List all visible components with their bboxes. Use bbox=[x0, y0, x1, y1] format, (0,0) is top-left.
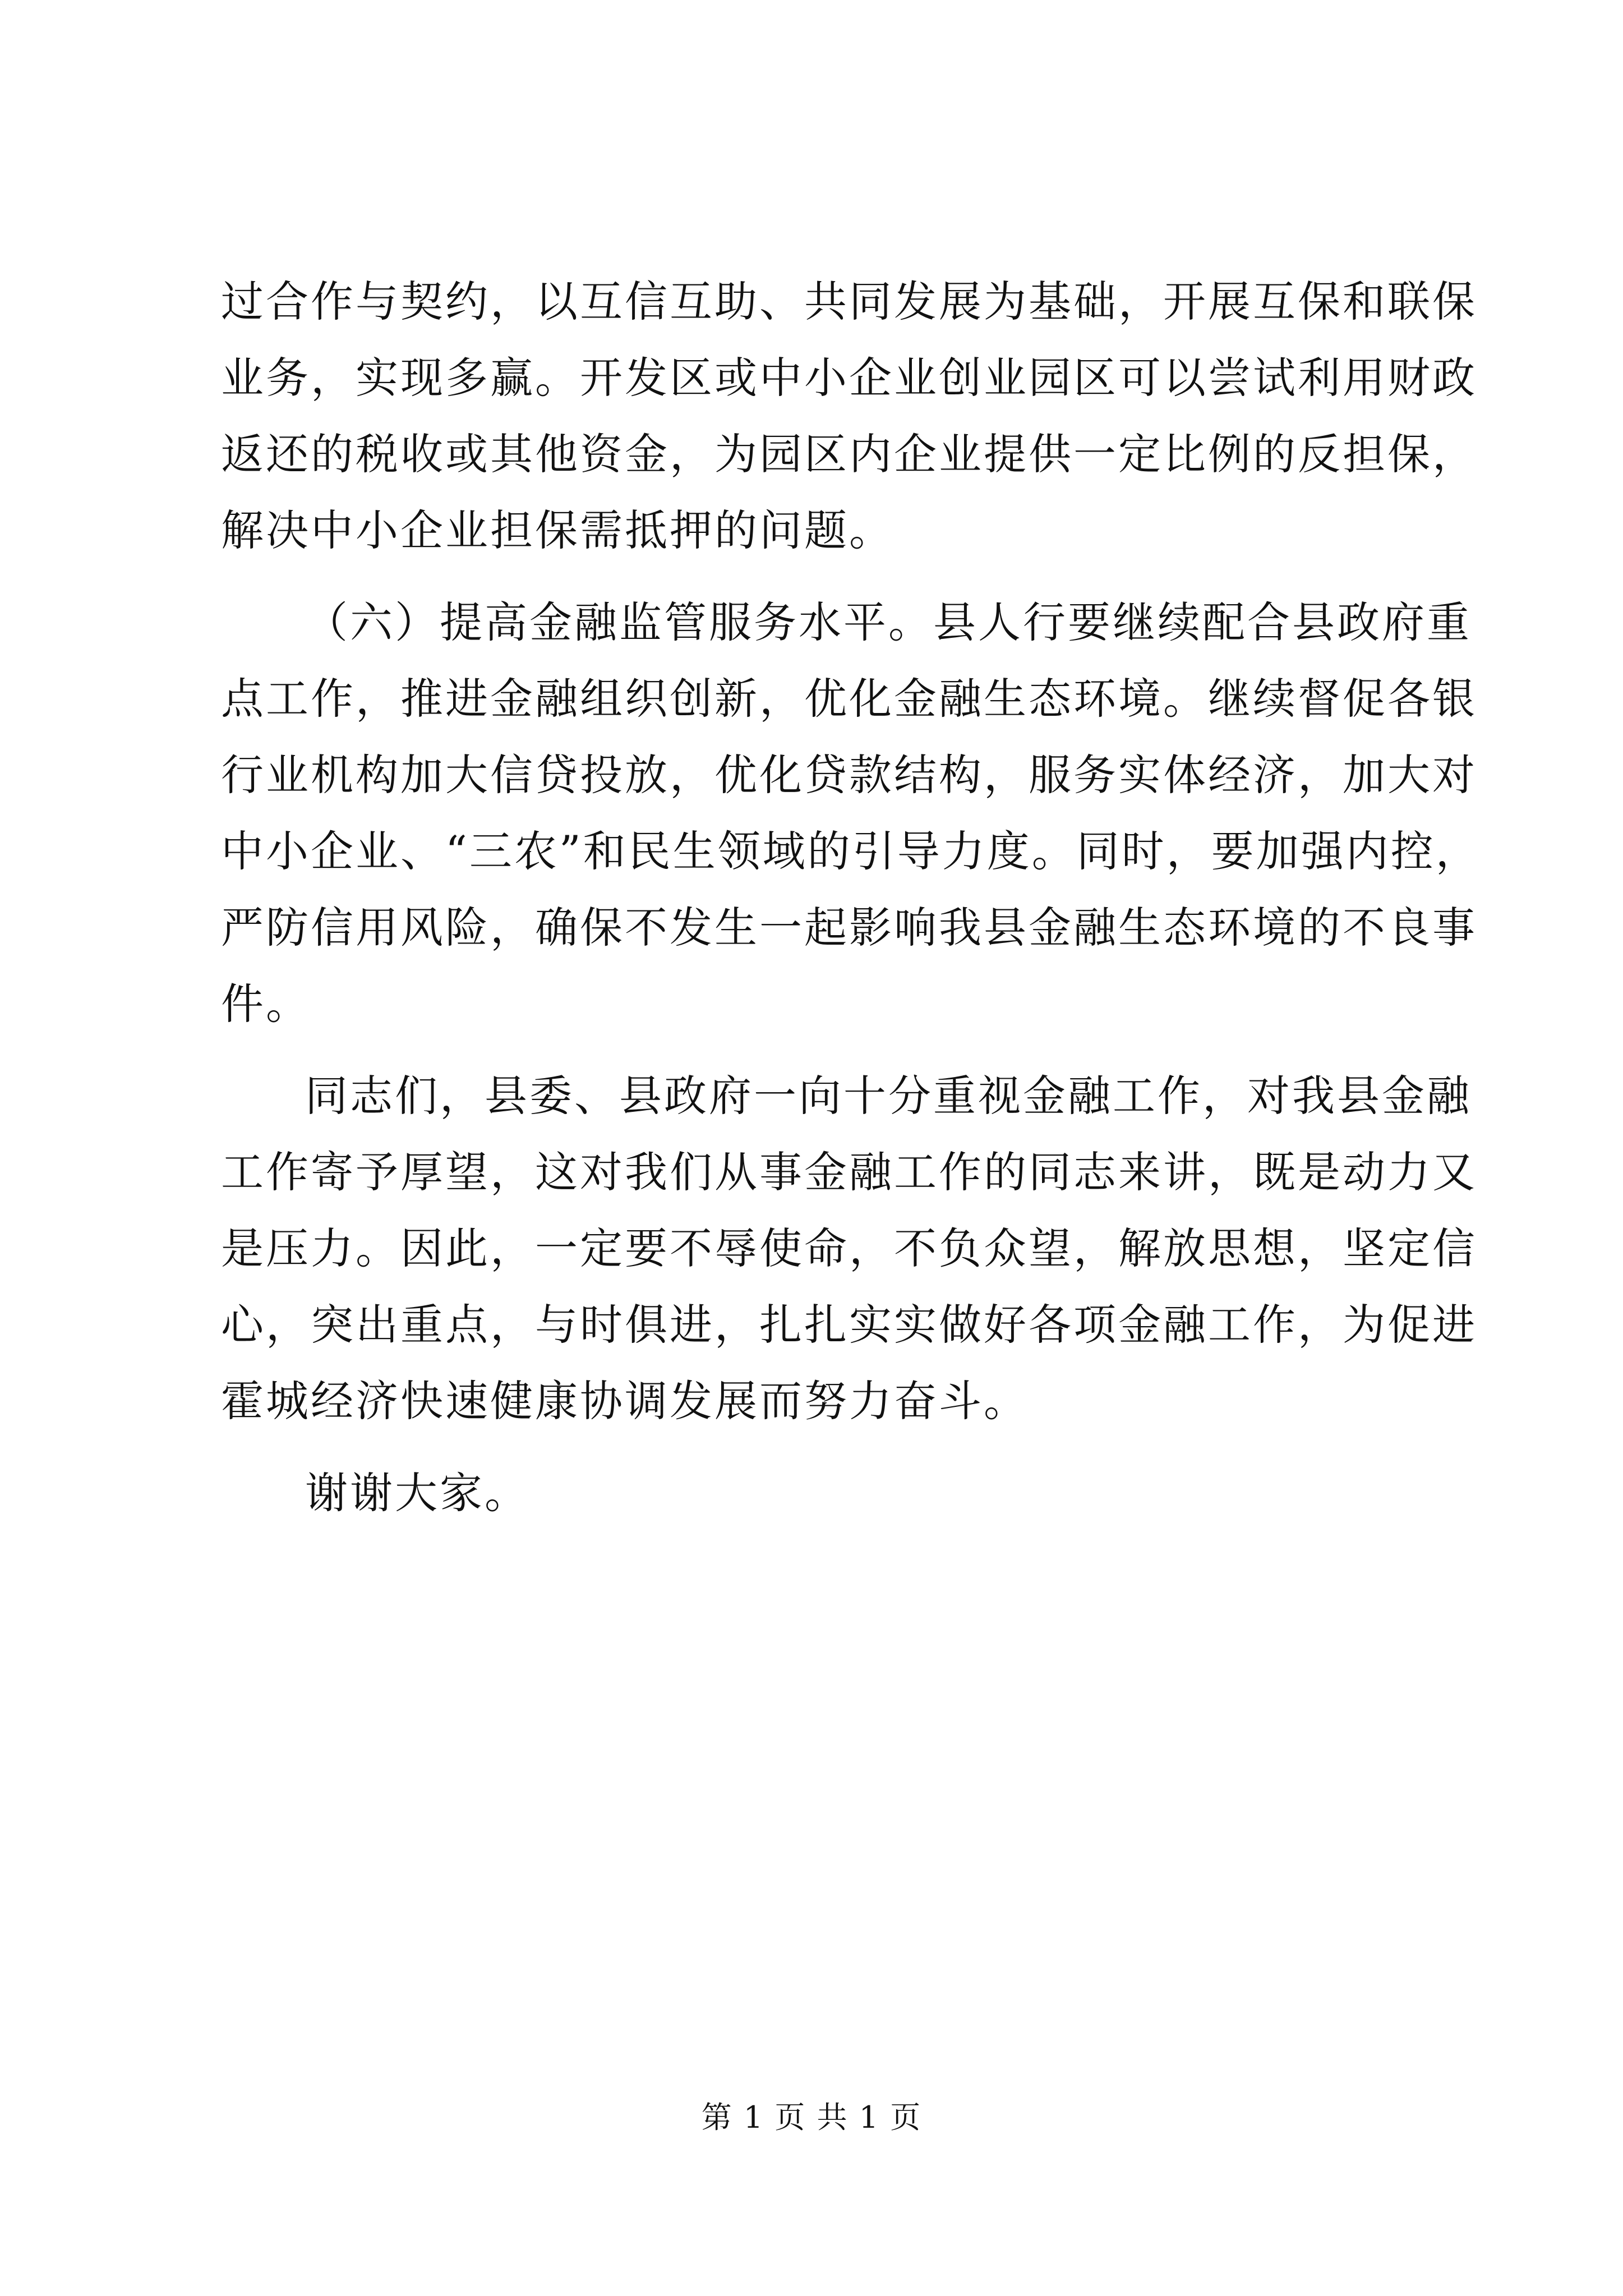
text-line: 严防信用风险，确保不发生一起影响我县金融生态环境的不良事 bbox=[221, 903, 1477, 953]
paragraph-3 bbox=[221, 1058, 1477, 1439]
text-line: 中小企业、“三农”和民生领域的引导力度。同时，要加强内控， bbox=[221, 826, 1481, 876]
text-line: 同志们，县委、县政府一向十分重视金融工作，对我县金融 bbox=[305, 1071, 1472, 1121]
paragraph-4 bbox=[221, 1455, 1427, 1531]
text-line: 业务，实现多赢。开发区或中小企业创业园区可以尝试利用财政 bbox=[221, 353, 1477, 403]
text-line: 点工作，推进金融组织创新，优化金融生态环境。继续督促各银 bbox=[221, 674, 1477, 724]
text-line: 是压力。因此，一定要不辱使命，不负众望，解放思想，坚定信 bbox=[221, 1223, 1477, 1273]
text-line: 霍城经济快速健康协调发展而努力奋斗。 bbox=[221, 1376, 1029, 1426]
text-line: 过合作与契约，以互信互助、共同发展为基础，开展互保和联保 bbox=[221, 277, 1477, 326]
text-line: 心，突出重点，与时俱进，扎扎实实做好各项金融工作，为促进 bbox=[221, 1300, 1477, 1350]
text-line: 解决中小企业担保需抵押的问题。 bbox=[221, 505, 894, 555]
paragraph-1 bbox=[221, 264, 1477, 569]
text-line: （六）提高金融监管服务水平。县人行要继续配合县政府重 bbox=[305, 597, 1472, 647]
document-body bbox=[221, 264, 1481, 1531]
page-number-label: 第 1 页 共 1 页 bbox=[701, 2100, 922, 2135]
text-line: 谢谢大家。 bbox=[305, 1468, 529, 1518]
text-line: 返还的税收或其他资金，为园区内企业提供一定比例的反担保， bbox=[221, 429, 1477, 479]
paragraph-2 bbox=[221, 585, 1481, 1042]
text-line: 工作寄予厚望，这对我们从事金融工作的同志来讲，既是动力又 bbox=[221, 1147, 1477, 1197]
text-line: 行业机构加大信贷投放，优化贷款结构，服务实体经济，加大对 bbox=[221, 750, 1477, 800]
text-line: 件。 bbox=[221, 979, 311, 1029]
page-footer bbox=[0, 2098, 1623, 2137]
